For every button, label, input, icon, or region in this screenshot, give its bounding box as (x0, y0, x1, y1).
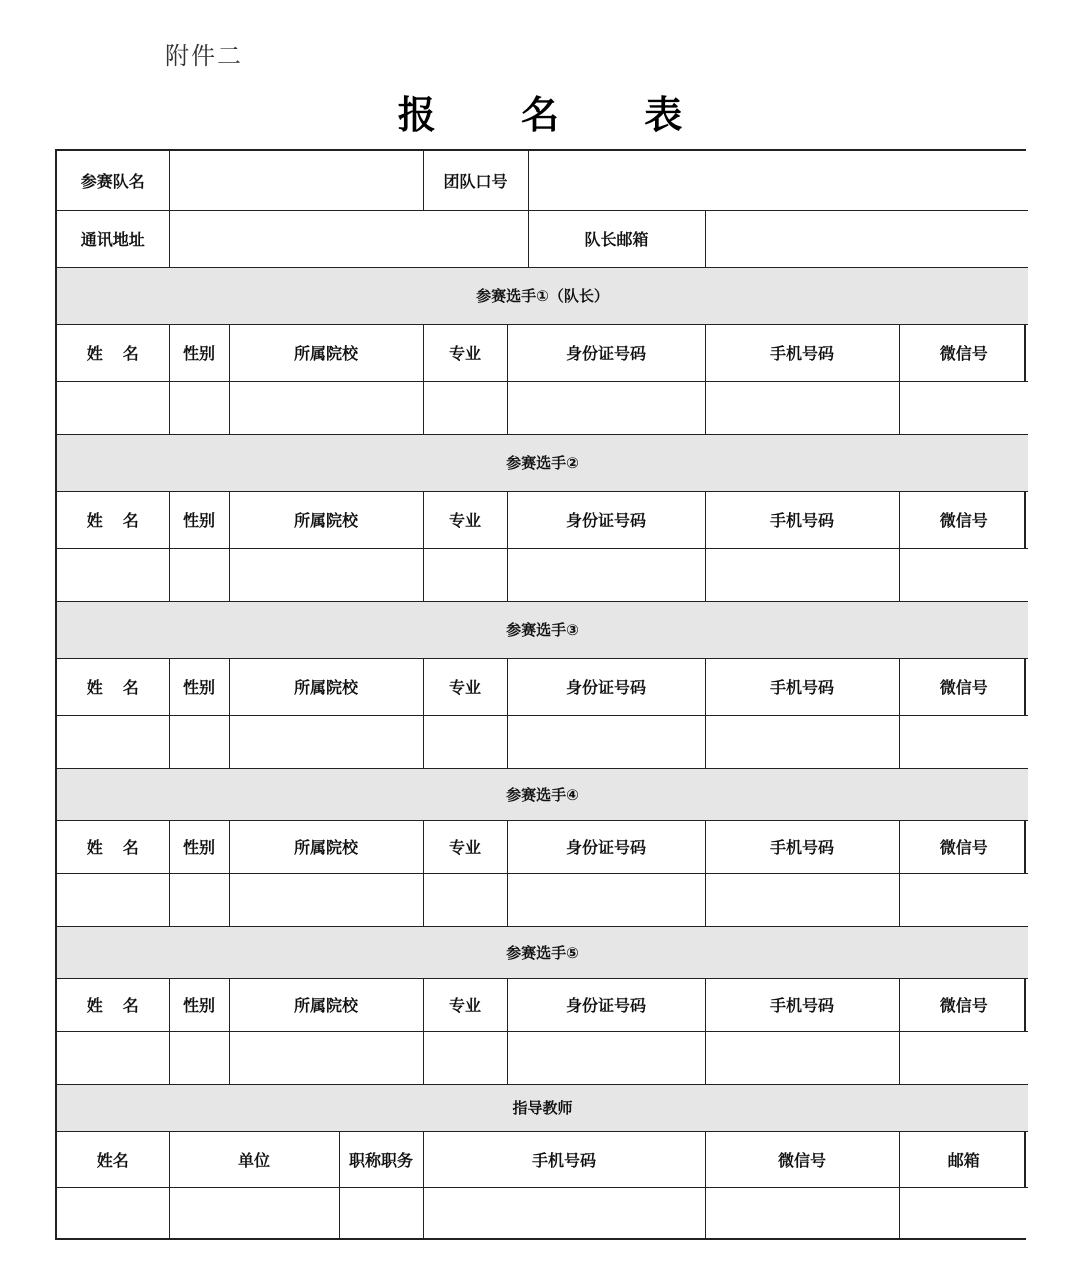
id-number-field[interactable] (507, 381, 705, 434)
school-field[interactable] (229, 548, 423, 601)
player-3-header (57, 601, 1028, 658)
id-number-field[interactable] (507, 873, 705, 926)
phone-field[interactable] (705, 548, 899, 601)
school-field[interactable] (229, 715, 423, 768)
col-gender: 性别 (169, 820, 229, 873)
address-field[interactable] (169, 210, 528, 267)
advisor-col-name: 姓名 (57, 1131, 169, 1187)
player-2-header (57, 434, 1028, 491)
advisor-input-row (57, 1187, 1028, 1238)
name-field[interactable] (57, 548, 169, 601)
wechat-field[interactable] (899, 548, 1028, 601)
advisor-title-field[interactable] (339, 1187, 423, 1238)
advisor-col-phone: 手机号码 (423, 1131, 705, 1187)
col-major: 专业 (423, 658, 507, 715)
name-field[interactable] (57, 1031, 169, 1084)
player-2-input-row (57, 548, 1028, 601)
col-major: 专业 (423, 978, 507, 1031)
col-phone: 手机号码 (705, 978, 899, 1031)
player-3-input-row (57, 715, 1028, 768)
advisor-col-email: 邮箱 (899, 1131, 1028, 1187)
col-gender: 性别 (169, 658, 229, 715)
col-major: 专业 (423, 820, 507, 873)
phone-field[interactable] (705, 1031, 899, 1084)
phone-field[interactable] (705, 715, 899, 768)
player-header: 参赛选手② (57, 434, 1028, 491)
col-gender: 性别 (169, 324, 229, 381)
gender-field[interactable] (169, 873, 229, 926)
gender-field[interactable] (169, 715, 229, 768)
col-school: 所属院校 (229, 978, 423, 1031)
wechat-field[interactable] (899, 873, 1028, 926)
team-slogan-field[interactable] (528, 151, 1028, 210)
leader-email-field[interactable] (705, 210, 1028, 267)
advisor-email-field[interactable] (899, 1187, 1028, 1238)
col-name: 姓 名 (57, 491, 169, 548)
school-field[interactable] (229, 873, 423, 926)
wechat-field[interactable] (899, 1031, 1028, 1084)
player-5-columns (57, 978, 1028, 1031)
advisor-wechat-field[interactable] (705, 1187, 899, 1238)
player-1-input-row (57, 381, 1028, 434)
player-2-columns (57, 491, 1028, 548)
page-title: 报 名 表 (397, 93, 719, 137)
wechat-field[interactable] (899, 381, 1028, 434)
advisor-phone-field[interactable] (423, 1187, 705, 1238)
school-field[interactable] (229, 1031, 423, 1084)
col-wechat: 微信号 (899, 491, 1028, 548)
advisor-header-row (57, 1084, 1028, 1131)
advisor-header: 指导教师 (57, 1084, 1028, 1131)
col-id-number: 身份证号码 (507, 658, 705, 715)
col-wechat: 微信号 (899, 324, 1028, 381)
phone-field[interactable] (705, 381, 899, 434)
advisor-col-unit: 单位 (169, 1131, 339, 1187)
address-label: 通讯地址 (57, 210, 169, 267)
col-phone: 手机号码 (705, 491, 899, 548)
team-name-label: 参赛队名 (57, 151, 169, 210)
id-number-field[interactable] (507, 1031, 705, 1084)
major-field[interactable] (423, 873, 507, 926)
player-4-header (57, 768, 1028, 820)
col-id-number: 身份证号码 (507, 820, 705, 873)
advisor-name-field[interactable] (57, 1187, 169, 1238)
col-school: 所属院校 (229, 324, 423, 381)
team-slogan-label: 团队口号 (423, 151, 528, 210)
school-field[interactable] (229, 381, 423, 434)
col-major: 专业 (423, 324, 507, 381)
col-school: 所属院校 (229, 658, 423, 715)
advisor-col-wechat: 微信号 (705, 1131, 899, 1187)
col-gender: 性别 (169, 978, 229, 1031)
col-phone: 手机号码 (705, 658, 899, 715)
name-field[interactable] (57, 381, 169, 434)
player-4-columns (57, 820, 1028, 873)
col-wechat: 微信号 (899, 658, 1028, 715)
id-number-field[interactable] (507, 715, 705, 768)
col-phone: 手机号码 (705, 324, 899, 381)
gender-field[interactable] (169, 1031, 229, 1084)
col-wechat: 微信号 (899, 820, 1028, 873)
gender-field[interactable] (169, 548, 229, 601)
player-header: 参赛选手④ (57, 768, 1028, 820)
player-1-columns (57, 324, 1028, 381)
col-id-number: 身份证号码 (507, 491, 705, 548)
col-phone: 手机号码 (705, 820, 899, 873)
major-field[interactable] (423, 715, 507, 768)
name-field[interactable] (57, 873, 169, 926)
advisor-col-title: 职称职务 (339, 1131, 423, 1187)
col-name: 姓 名 (57, 324, 169, 381)
player-5-input-row (57, 1031, 1028, 1084)
major-field[interactable] (423, 548, 507, 601)
col-id-number: 身份证号码 (507, 978, 705, 1031)
player-1-header (57, 267, 1028, 324)
player-header: 参赛选手⑤ (57, 926, 1028, 978)
team-row-1 (57, 151, 1028, 210)
col-gender: 性别 (169, 491, 229, 548)
player-header: 参赛选手①（队长） (57, 267, 1028, 324)
team-row-2 (57, 210, 1028, 267)
team-name-field[interactable] (169, 151, 423, 210)
player-5-header (57, 926, 1028, 978)
player-4-input-row (57, 873, 1028, 926)
col-name: 姓 名 (57, 820, 169, 873)
registration-form (55, 149, 1026, 1240)
col-wechat: 微信号 (899, 978, 1028, 1031)
col-school: 所属院校 (229, 491, 423, 548)
advisor-columns (57, 1131, 1028, 1187)
name-field[interactable] (57, 715, 169, 768)
phone-field[interactable] (705, 873, 899, 926)
id-number-field[interactable] (507, 548, 705, 601)
col-school: 所属院校 (229, 820, 423, 873)
advisor-unit-field[interactable] (169, 1187, 339, 1238)
leader-email-label: 队长邮箱 (528, 210, 705, 267)
attachment-label: 附件二 (165, 42, 243, 70)
player-3-columns (57, 658, 1028, 715)
col-name: 姓 名 (57, 658, 169, 715)
col-name: 姓 名 (57, 978, 169, 1031)
col-major: 专业 (423, 491, 507, 548)
registration-table (57, 151, 1028, 1238)
player-header: 参赛选手③ (57, 601, 1028, 658)
col-id-number: 身份证号码 (507, 324, 705, 381)
major-field[interactable] (423, 1031, 507, 1084)
wechat-field[interactable] (899, 715, 1028, 768)
major-field[interactable] (423, 381, 507, 434)
gender-field[interactable] (169, 381, 229, 434)
